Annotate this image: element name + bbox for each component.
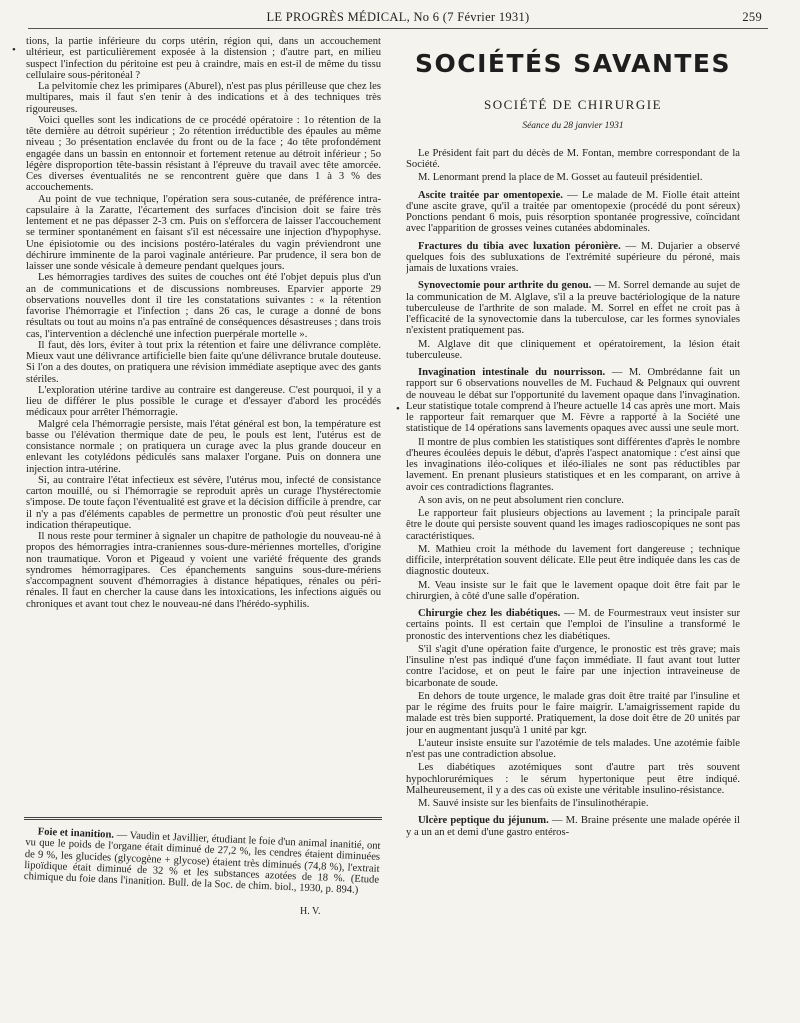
entry-paragraph <box>406 495 740 506</box>
entry-paragraph <box>406 544 740 578</box>
entry-text: S'il s'agit d'une opération faite d'urgence, le pronostic est très grave; mais l'insuline n'est pas indiqué d'une façon immédiate. Il faut avant tout lutter contre l'acidose, et on peut le faire par une injection intraveineuse de bicarbonate de soude. <box>406 643 740 689</box>
entry-text: — M. Braine présente une malade opérée il y a un an et demi d'une gastro entéros- <box>406 815 740 838</box>
entry-paragraph <box>406 508 740 542</box>
foie-text: — Vaudin et Javillier, étudiant le foie d'un animal inanitié, ont vu que le poids de l'organe était diminué de 27,2 %, les cendres étaient diminuées de 9 %, les glucides (glycogène + glycose) étaient très diminués (74,8 %), l'extrait lipoïdique était diminué de 32 % et les substances azotées de 18 %. (Etude chimique du foie dans l'inanition. Bull. de la Soc. de chim. biol., 1930, p. 894.) <box>23 829 381 897</box>
signature: H. V. <box>300 906 321 917</box>
entry-text: — Le malade de M. Fiolle était atteint d'une ascite grave, qu'il a traitée par omentopexie (procédé du pont séreux) Ponctions pendant 6 mois, puis résorption spontanée progressive, coïncidant avec l'apparition de grosses veines cutanées abdominales. <box>406 189 740 235</box>
entry-paragraph <box>406 691 740 736</box>
left-paragraph: L'exploration utérine tardive au contraire est dangereuse. C'est pourquoi, il y a lieu de différer le plus possible le curage et d'essayer d'abord les procédés médicaux pour arrêter l'hémorragie. <box>26 384 381 419</box>
entry-paragraph <box>406 190 740 235</box>
left-paragraph: Au point de vue technique, l'opération sera sous-cutanée, de préférence intra-capsulaire à la Zaratte, l'écartement des surfaces d'incision doit se faire très lentement et ne pas dépasser 2-3 cm. Puis on s'efforcera de laisser l'accouchement se terminer spontanément en faisant s'il est nécessaire une injection d'hypophyse. Une épisiotomie ou des incisions postéro-latérales du vagin préviendront une déchirure imminente de la paroi vaginale antérieure. Par prudence, il sera bon de laisser une sonde vésicale à demeure pendant quelques jours. <box>26 193 381 272</box>
page-header <box>28 8 768 29</box>
page-number: 259 <box>742 10 762 24</box>
entry-heading: Fractures du tibia avec luxation péronière. <box>418 240 621 252</box>
entry-paragraph <box>406 280 740 336</box>
entry-text: L'auteur insiste ensuite sur l'azotémie de tels malades. Une azotémie faible n'est pas une contradiction absolue. <box>406 737 740 760</box>
left-paragraph: Il faut, dès lors, éviter à tout prix la rétention et faire une délivrance complète. Mieux vaut une délivrance artificielle bien faite qu'une délivrance brutale douteuse. Si l'on a des doutes, on pratiquera une révision immédiate aseptique avec des gants stériles. <box>26 339 381 385</box>
entry-text: M. Alglave dit que cliniquement et opératoirement, la lésion était tuberculeuse. <box>406 338 740 361</box>
right-column-body <box>406 148 740 838</box>
left-paragraph: Les hémorragies tardives des suites de couches ont été l'objet depuis plus d'un an de communications et de discussions nombreuses. Eparvier apporte 29 observations nouvelles dont il tire les constatations suivantes : « la rétention favorise l'hémorragie et l'infection ; dans 26 cas, le curage a donné de bons résultats ou tout au moins n'a pas entraîné de conséquences désastreuses ; dans trois cas, l'intervention a déclenché une infection puerpérale mortelle ». <box>26 272 381 340</box>
entry-paragraph <box>406 738 740 761</box>
society-name: SOCIÉTÉ DE CHIRURGIE <box>483 97 663 113</box>
entry-heading: Chirurgie chez les diabétiques. <box>418 608 561 619</box>
entry-paragraph <box>406 608 740 642</box>
session-date: Séance du 28 janvier 1931 <box>522 120 624 131</box>
margin-bullet-icon: • <box>12 44 16 56</box>
entry-paragraph <box>406 339 740 362</box>
left-paragraph: La pelvitomie chez les primipares (Aburel), n'est pas plus périlleuse que chez les multipares, mais il faut s'en tenir à des indications et à des techniques très rigoureuses. <box>26 81 381 115</box>
entry-paragraph <box>406 644 740 689</box>
entry-paragraph <box>406 762 740 796</box>
left-paragraph: Il nous reste pour terminer à signaler un chapitre de pathologie du nouveau-né à propos des hémorragies intra-craniennes sous-dure-mériennes mortelles, d'origine non traumatique. Voron et Pigeaud y voient une variété fréquente des grands syndromes hémorragipares. Ces épanchements sanguins sous-dure-mériens s'accompagnent souvent d'hémorragies à distance hépatiques, rénales ou péri-rénales. Il faut en chercher la cause dans les intoxications, les infections aiguës ou chroniques et avant tout chez le nouveau-né dans l'hérédo-syphilis. <box>26 531 381 610</box>
entry-paragraph <box>406 815 740 838</box>
entry-text: A son avis, on ne peut absolument rien conclure. <box>418 494 624 506</box>
entry-text: M. Mathieu croit la méthode du lavement fort dangereuse ; technique difficile, interprétation souvent délicate. Elle peut être indiquée dans les cas de diagnostic douteux. <box>406 543 740 578</box>
entry-heading: Ascite traitée par omentopexie. <box>418 189 563 201</box>
entry-paragraph <box>406 580 740 603</box>
foie-heading: Foie et inanition. <box>37 826 115 841</box>
intro-paragraph: Le Président fait part du décès de M. Fontan, membre correspondant de la Société. <box>406 147 740 170</box>
entry-paragraph <box>406 437 740 493</box>
left-paragraph: Malgré cela l'hémorragie persiste, mais l'état général est bon, la température est basse ou l'élévation thermique date de peu, le pouls est lent, l'utérus est de consistance normale ; on pratiquera un curage avec la plus grande douceur en enlevant les cotylédons pédiculés sans malaxer l'organe. Puis on donnera une injection intra-utérine. <box>26 418 381 475</box>
left-column <box>26 36 381 836</box>
entry-heading: Invagination intestinale du nourrisson. <box>418 367 606 378</box>
left-paragraph: tions, la partie inférieure du corps utérin, région qui, dans un accouchement ultérieur, est particulièrement exposée à la distension ; d'autre part, en milieu suspect l'infection du péritoine est peu à craindre, mais en est-il de même du tissu cellulaire sous-péritonéal ? <box>26 36 381 81</box>
intro-paragraph: M. Lenormant prend la place de M. Gosset au fauteuil présidentiel. <box>418 172 703 184</box>
entry-paragraph <box>406 241 740 275</box>
separator-rule <box>24 817 382 825</box>
entry-text: M. Veau insiste sur le fait que le lavement opaque doit être fait par le chirurgien, à côté d'une salle d'opération. <box>406 579 740 602</box>
left-paragraph: Si, au contraire l'état infectieux est sévère, l'utérus mou, infecté de consistance carton mouillé, ou si l'hémorragie se reproduit après un curage l'hystérectomie s'impose. De toute façon l'éventualité est grave et la décision difficile à prendre, car il n'y a pas d'éléments capables de permettre un pronostic d'où peut résulter une indication thérapeutique. <box>26 474 381 531</box>
right-column <box>406 36 740 1016</box>
left-paragraph: Voici quelles sont les indications de ce procédé opératoire : 1o rétention de la tête dernière au détroit supérieur ; 2o rétention irréductible des épaules au même niveau ; 3o présentation enclavée du front ou de la face ; 4o tête profondément engagée dans un bassin en entonnoir et fortement retenue au détroit inférieur ; 5o légère disproportion tête-bassin résistant à l'épreuve du travail avec tête amorcée. Ces diverses éventualités ne se rencontrent guère que dans 1 à 3 % des accouchements. <box>26 114 381 194</box>
entry-text: — M. Ombrédanne fait un rapport sur 6 observations nouvelles de M. Fuchaud & Pelgnaux qui ouvrent de nouveau le débat sur l'opportunité du lavement opaque dans l'invagination. Leur statistique totale comprend à l'heure actuelle 14 cas après une mort. Mais le rapporteur fait remarquer que M. Fèvre a rapporté à la Société une statistique de 14 opérations sans lavements opaques avec aussi une seule mort. <box>406 367 740 435</box>
entry-heading: Ulcère peptique du jéjunum. <box>418 815 549 827</box>
foie-inanition-note <box>22 826 380 931</box>
foie-paragraph <box>24 826 381 897</box>
running-title: LE PROGRÈS MÉDICAL, No 6 (7 Février 1931) <box>266 10 530 24</box>
entry-text: Il montre de plus combien les statistiques sont différentes d'après le nombre d'heures écoulées depuis le début, d'après l'aspect anatomique : c'est ainsi que les invaginations iléo-coliques et iléo-iliales ne sont pas réductibles par lavement. En prenant plusieurs statistiques et en les comparant, on arrive à avoir ces contradictions flagrantes. <box>406 436 740 493</box>
entry-text: — M. Dujarier a observé quelques fois des subluxations de l'extrémité supérieure du péroné, mais jamais de luxations vraies. <box>406 240 740 274</box>
margin-bullet-icon: • <box>396 403 400 415</box>
section-title: SOCIÉTÉS SAVANTES <box>414 49 732 78</box>
entry-text: Le rapporteur fait plusieurs objections au lavement ; la principale paraît être le doute qui persiste souvent quand les images radioscopiques ne sont pas caractéristiques. <box>406 508 740 542</box>
entry-heading: Synovectomie pour arthrite du genou. <box>418 280 592 292</box>
entry-text: — M. de Fourmestraux veut insister sur certains points. Il est certain que l'emploi de l'insuline a transformé le pronostic des interventions chez les diabétiques. <box>406 608 740 642</box>
entry-paragraph <box>406 798 740 809</box>
entry-text: M. Sauvé insiste sur les bienfaits de l'insulinothérapie. <box>418 798 649 809</box>
entry-text: Les diabétiques azotémiques sont d'autre part très souvent hypochlorurémiques : le sérum hypertonique peut être indiqué. Malheureusement, il y a des cas où existe une véritable insulino-résistance. <box>406 762 740 796</box>
entry-paragraph <box>406 367 740 435</box>
entry-text: En dehors de toute urgence, le malade gras doit être traité par l'insuline et par le régime des fruits pour le faire maigrir. L'amaigrissement rapide du malade est très bien supporté. Pratiquement, la dose doit être de 20 unités par jour en augmentant jusqu'à 1 unité par kgr. <box>406 690 740 736</box>
entry-text: — M. Sorrel demande au sujet de la communication de M. Alglave, s'il a la preuve bactériologique de la nature tuberculeuse de l'arthrite de son malade. M. Sorrel en effet ne croit pas à l'efficacité de la synovectomie dans la tuberculose, car les formes synoviales n'existent pratiquement pas. <box>406 280 740 337</box>
